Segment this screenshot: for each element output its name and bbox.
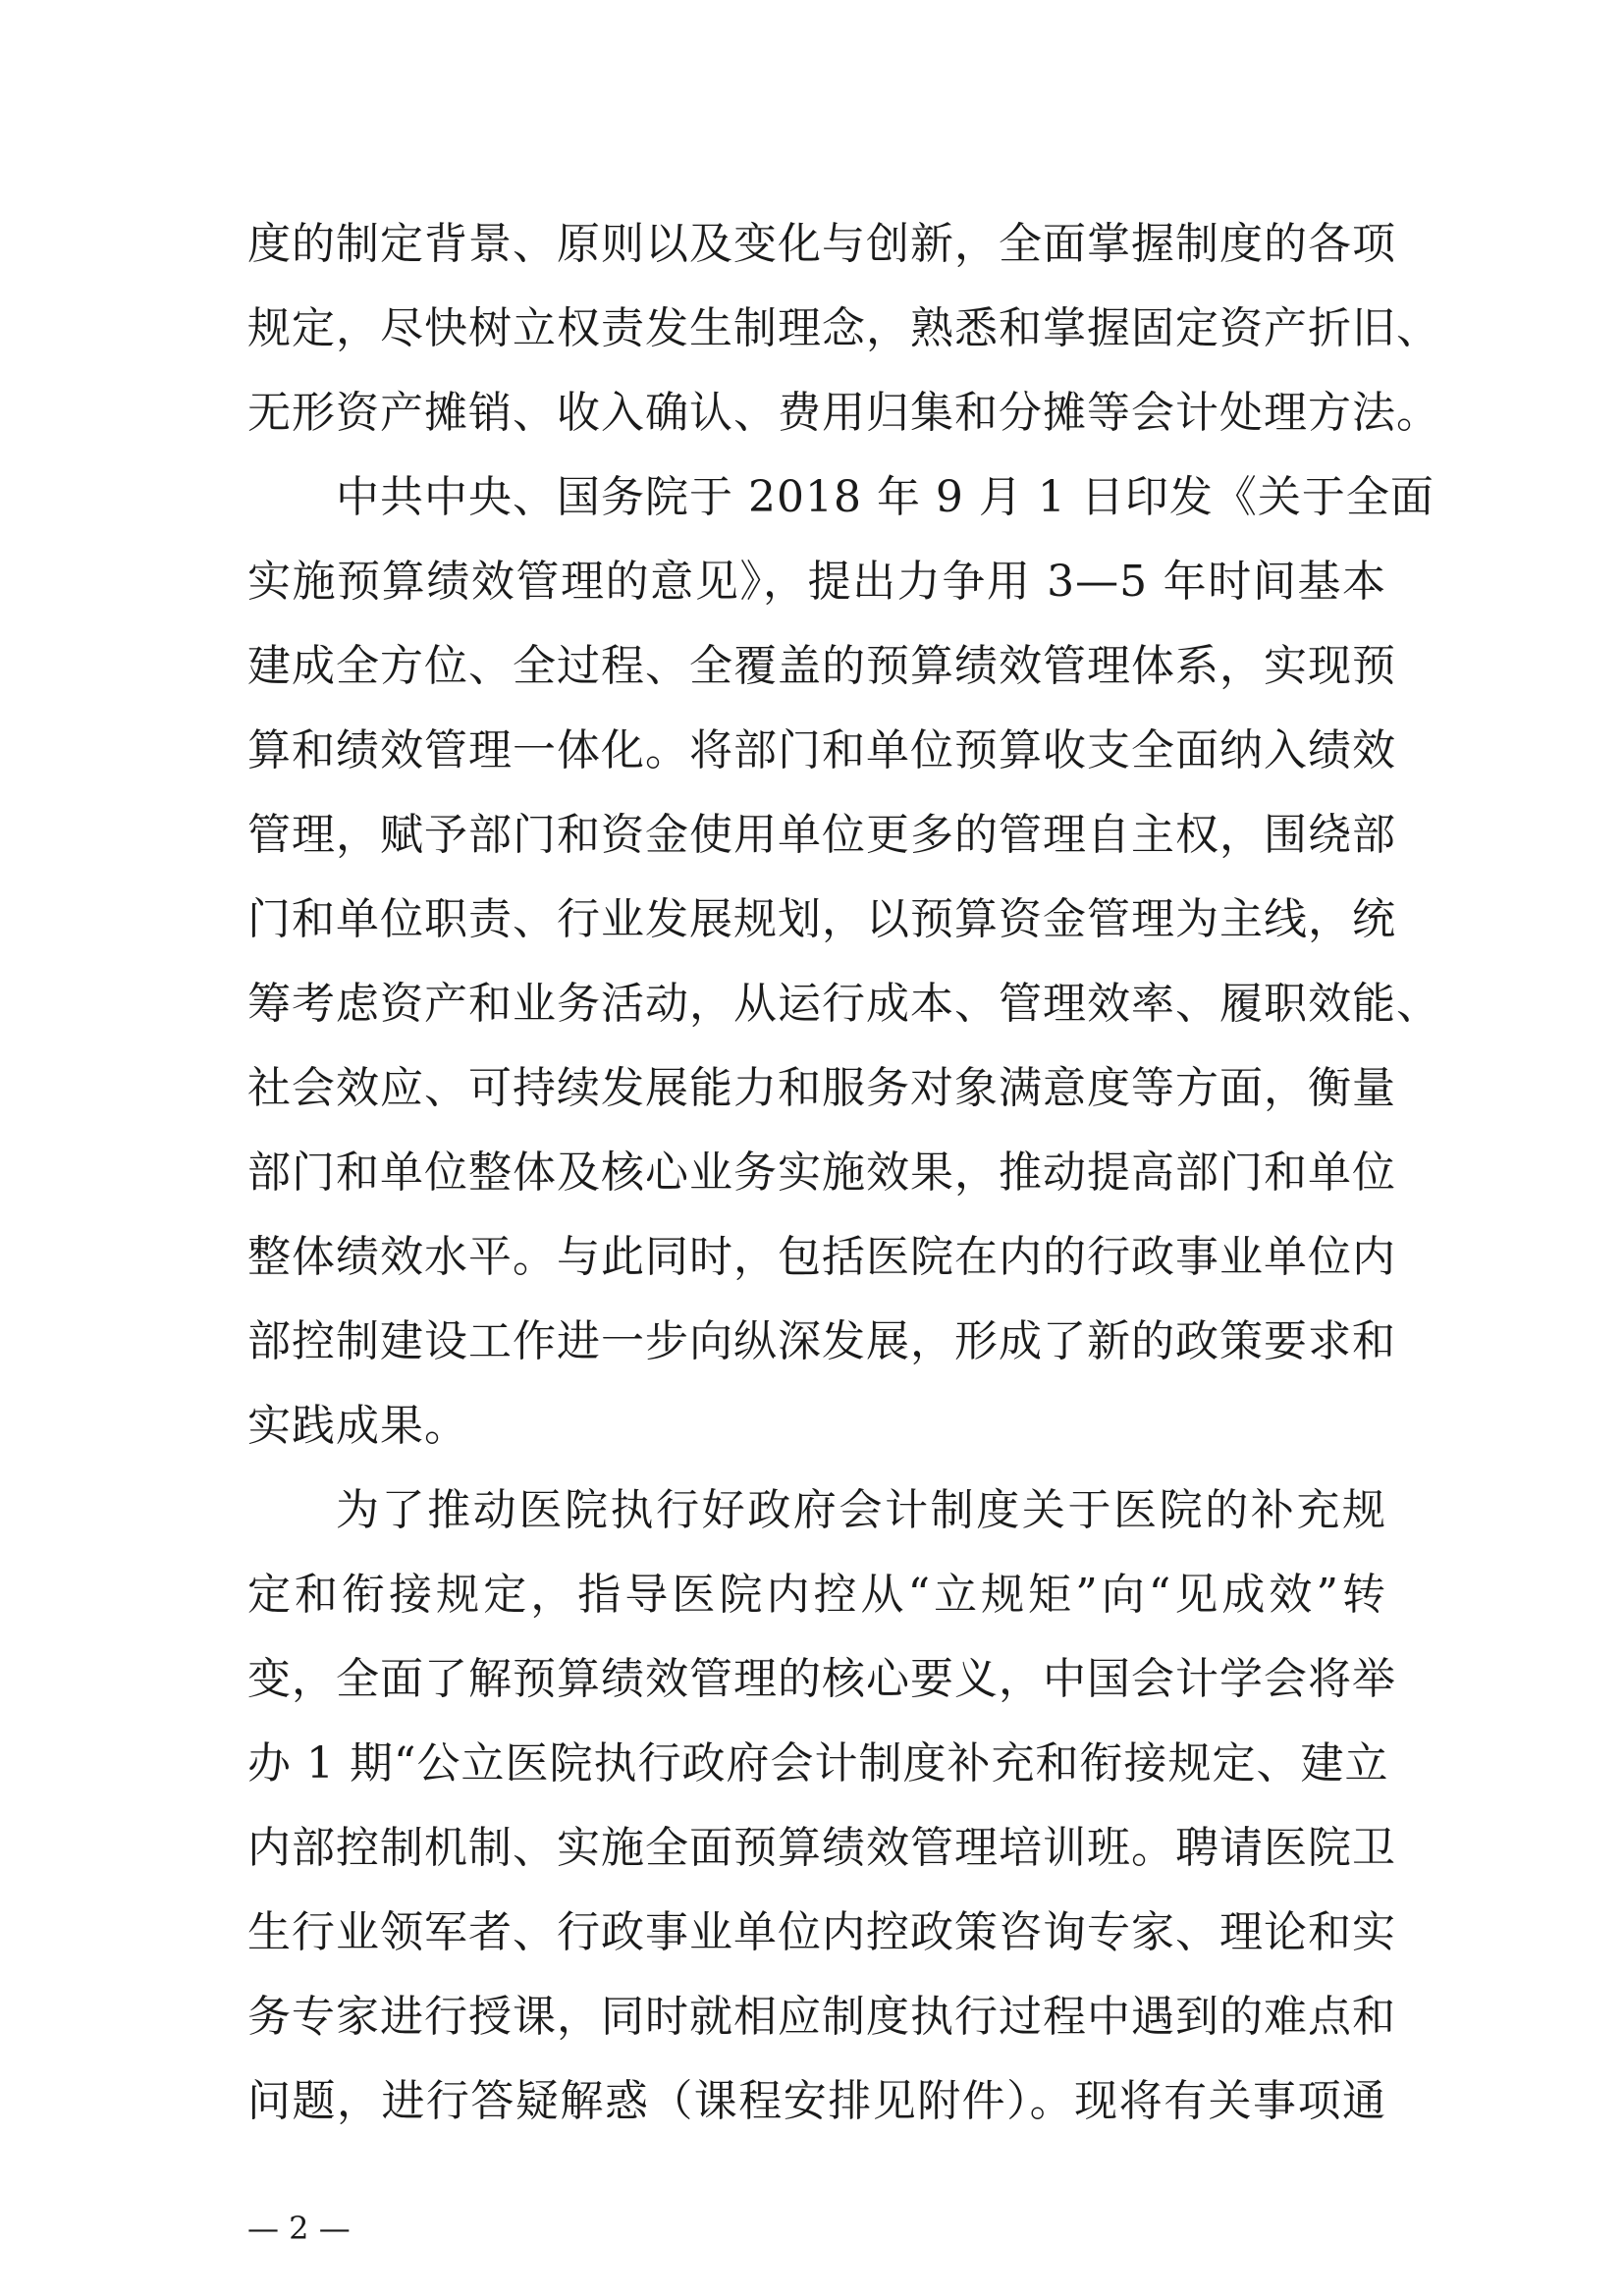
text-line: 无形资产摊销、收入确认、费用归集和分摊等会计处理方法。 [247,388,1440,438]
text-line: 实施预算绩效管理的意见》，提出力争用 3—5 年时间基本 [247,557,1386,607]
text-line: 实践成果。 [247,1401,468,1451]
text-line: 管理，赋予部门和资金使用单位更多的管理自主权，围绕部 [247,810,1396,860]
text-line: 部门和单位整体及核心业务实施效果，推动提高部门和单位 [247,1148,1396,1198]
text-line: 内部控制机制、实施全面预算绩效管理培训班。聘请医院卫 [247,1823,1396,1873]
text-line: 度的制定背景、原则以及变化与创新，全面掌握制度的各项 [247,219,1396,269]
text-line: 务专家进行授课，同时就相应制度执行过程中遇到的难点和 [247,1992,1396,2042]
text-line: 规定，尽快树立权责发生制理念，熟悉和掌握固定资产折旧、 [247,303,1440,353]
text-line: 算和绩效管理一体化。将部门和单位预算收支全面纳入绩效 [247,725,1396,775]
text-line: 变，全面了解预算绩效管理的核心要义，中国会计学会将举 [247,1654,1396,1704]
text-line: 社会效应、可持续发展能力和服务对象满意度等方面，衡量 [247,1063,1396,1113]
text-line: 生行业领军者、行政事业单位内控政策咨询专家、理论和实 [247,1907,1396,1957]
text-line: 建成全方位、全过程、全覆盖的预算绩效管理体系，实现预 [247,641,1396,691]
page-number: — 2 — [247,2210,351,2247]
text-line: 办 1 期“公立医院执行政府会计制度补充和衔接规定、建立 [247,1738,1389,1789]
text-line: 部控制建设工作进一步向纵深发展，形成了新的政策要求和 [247,1316,1396,1366]
text-line: 为了推动医院执行好政府会计制度关于医院的补充规 [336,1485,1386,1535]
text-line: 定和衔接规定，指导医院内控从“立规矩”向“见成效”转 [247,1570,1386,1620]
text-line: 中共中央、国务院于 2018 年 9 月 1 日印发《关于全面 [336,472,1435,522]
text-line: 整体绩效水平。与此同时，包括医院在内的行政事业单位内 [247,1232,1396,1282]
text-line: 门和单位职责、行业发展规划，以预算资金管理为主线，统 [247,894,1396,944]
text-line: 筹考虑资产和业务活动，从运行成本、管理效率、履职效能、 [247,979,1440,1029]
text-line: 问题，进行答疑解惑（课程安排见附件）。现将有关事项通 [247,2076,1386,2126]
